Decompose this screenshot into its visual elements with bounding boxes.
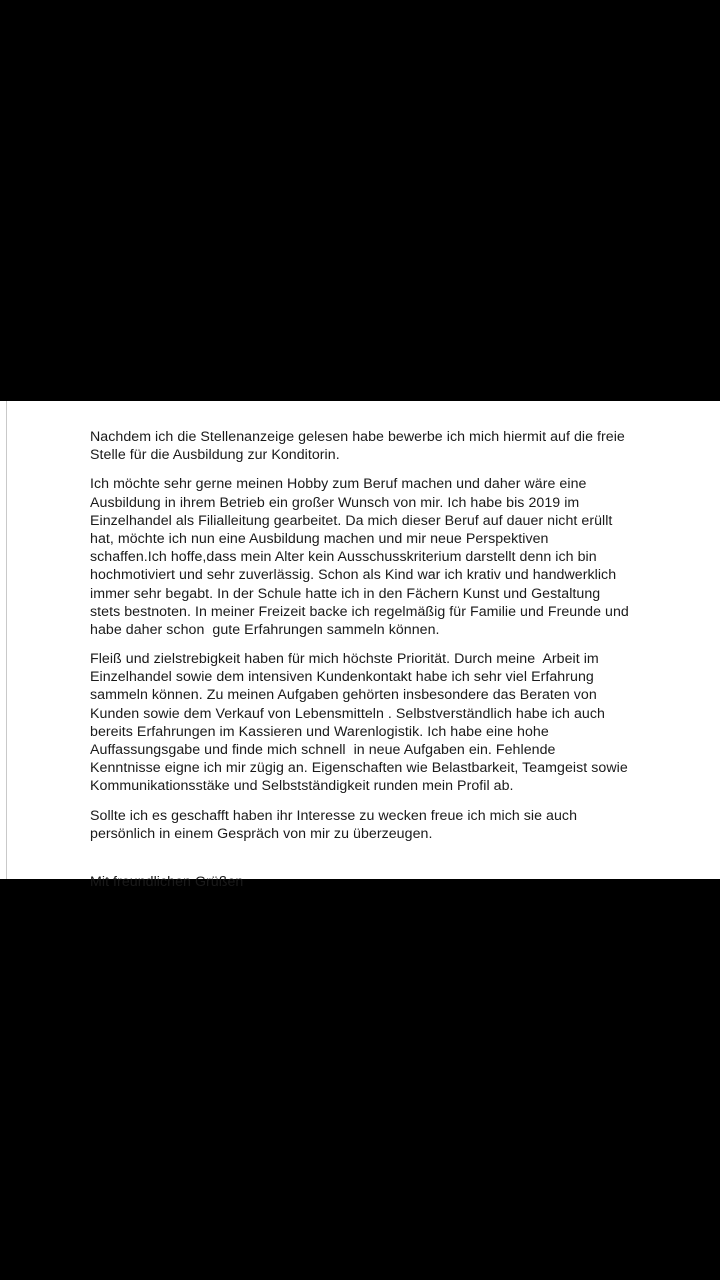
- page-edge-divider: [6, 401, 7, 879]
- text-line: Auffassungsgabe und finde mich schnell in neue Aufgaben ein. Fehlende: [90, 742, 556, 758]
- text-line: Nachdem ich die Stellenanzeige gelesen habe bewerbe ich mich hiermit auf die freie: [90, 429, 625, 445]
- text-line: stets bestnoten. In meiner Freizeit backe ich regelmäßig für Familie und Freunde und: [90, 603, 629, 620]
- text-line: bereits Erfahrungen im Kassieren und Warenlogistik. Ich habe eine hohe: [90, 723, 549, 740]
- text-line: persönlich in einem Gespräch von mir zu überzeugen.: [90, 825, 433, 842]
- text-line: schaffen.Ich hoffe,dass mein Alter kein Ausschusskriterium darstellt denn ich bin: [90, 549, 597, 566]
- document-page: [0, 401, 720, 890]
- closing-salutation: Mit freundlichen Grüßen: [90, 873, 244, 890]
- text-line: hat, möchte ich nun eine Ausbildung machen und mir neue Perspektiven: [90, 530, 549, 547]
- text-line: Kunden sowie dem Verkauf von Lebensmitteln . Selbstverständlich habe ich auch: [90, 705, 605, 722]
- letter-body: [90, 428, 650, 891]
- text-line: habe daher schon gute Erfahrungen sammeln können.: [90, 621, 440, 638]
- paragraph-qualifications: [90, 650, 650, 796]
- text-line: Fleiß und zielstrebigkeit haben für mich höchste Priorität. Durch meine Arbeit im: [90, 651, 599, 668]
- text-line: Stelle für die Ausbildung zur Konditorin.: [90, 447, 340, 464]
- text-line: Sollte ich es geschafft haben ihr Interesse zu wecken freue ich mich sie auch: [90, 807, 578, 824]
- paragraph-conclusion: [90, 807, 650, 843]
- text-line: sammeln können. Zu meinen Aufgaben gehörten insbesondere das Beraten von: [90, 687, 597, 704]
- text-line: Kommunikationsstäke und Selbstständigkeit runden mein Profil ab.: [90, 778, 514, 795]
- text-line: Ausbildung in ihrem Betrieb ein großer Wunsch von mir. Ich habe bis 2019 im: [90, 494, 580, 511]
- closing-salutation-wrapper: [90, 873, 650, 891]
- text-line: immer sehr begabt. In der Schule hatte ich in den Fächern Kunst und Gestaltung: [90, 585, 601, 602]
- text-line: Einzelhandel sowie dem intensiven Kundenkontakt habe ich sehr viel Erfahrung: [90, 669, 594, 686]
- text-line: Einzelhandel als Filialleitung gearbeitet. Da mich dieser Beruf auf dauer nicht erüllt: [90, 512, 613, 529]
- paragraph-motivation: [90, 475, 650, 639]
- text-line: hochmotiviert und sehr zuverlässig. Schon als Kind war ich krativ und handwerklich: [90, 567, 617, 584]
- text-line: Kenntnisse eigne ich mir zügig an. Eigenschaften wie Belastbarkeit, Teamgeist sowie: [90, 760, 628, 777]
- text-line: Ich möchte sehr gerne meinen Hobby zum Beruf machen und daher wäre eine: [90, 476, 587, 493]
- paragraph-intro: [90, 428, 650, 464]
